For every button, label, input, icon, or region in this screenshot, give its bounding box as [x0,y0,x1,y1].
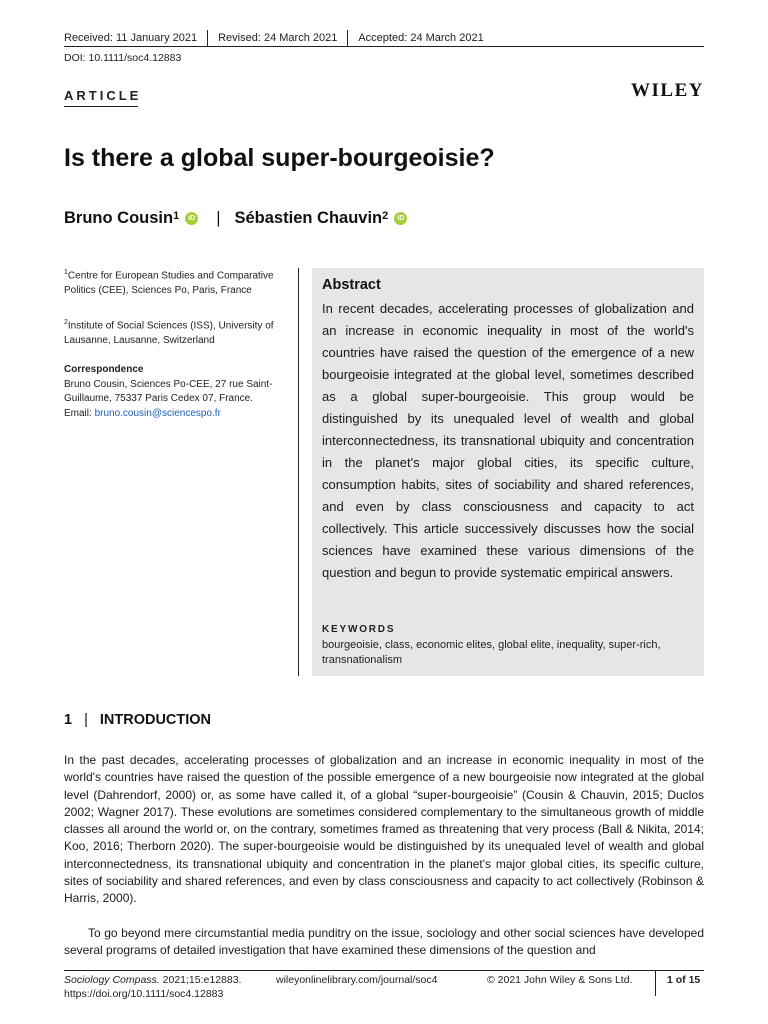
affiliation-text: Centre for European Studies and Comparative Politics (CEE), Sciences Po, Paris, France [64,270,274,296]
correspondence-address: Bruno Cousin, Sciences Po-CEE, 27 rue Saint-Guillaume, 75337 Paris Cedex 07, France. [64,378,273,404]
footer-journal-url[interactable]: wileyonlinelibrary.com/journal/soc4 [276,974,438,986]
abstract-box [312,268,704,676]
abstract-text: In recent decades, accelerating processes of globalization and an increase in economic inequality in most of the world's countries have raised the question of the emergence of a new bourgeoisie integrated at the global level, sometimes described as a global super-bourgeoisie. This group would be distinguished by its unequaled level of wealth and global interconnectedness, its transnational ubiquity and concentration in the planet's major global cities, its specific culture, consumption habits, sites of sociability and shared references, and even by class consciousness and capacity to act collectively. This article successively discusses how the social sciences have examined these various dimensions of the question and begun to provide systematic empirical answers. [322,301,694,580]
body-paragraph: To go beyond mere circumstantial media punditry on the issue, sociology and other social sciences have developed several programs of detailed investigation that have examined these dimensions of the question and [64,926,704,958]
affiliation [64,316,290,348]
footer-divider [655,970,656,996]
page-number: 1 of 15 [667,974,701,986]
footer-rule [64,970,704,971]
affiliation-text: Institute of Social Sciences (ISS), University of Lausanne, Lausanne, Switzerland [64,320,274,346]
header-rule [64,46,704,47]
date-divider [207,30,208,46]
affiliation-number: 1 [64,269,68,276]
section-title: INTRODUCTION [99,712,212,728]
author-separator: | [216,209,221,227]
manuscript-dates [64,30,484,46]
article-title: Is there a global super-bourgeoisie? [64,144,495,172]
accepted-date: Accepted: 24 March 2021 [358,32,484,44]
section-separator: | [84,712,88,728]
keywords-heading: KEYWORDS [322,624,396,635]
body-paragraph: In the past decades, accelerating processes of globalization and an increase in economic inequality in most of the world's countries have raised the question of the possible emergence of a new bourgeoisie now integrated at the global level (Dahrendorf, 2000) or, as some have called it, of a global “super-bourgeoisie” (Cousin & Chauvin, 2015; Duclos 2002; Wagner 2017). These evolutions are sometimes considered complementary to the simultaneous growth of middle classes all around the world or, on the contrary, sometimes framed as threatening that very process (Ball & Nikita, 2014; Koo, 2016; Therborn 2020). The super-bourgeoisie would be distinguished by its unequaled level of wealth and global interconnectedness, its transnational ubiquity and concentration in the planet's major global cities, its specific culture, sites of sociability and shared references, and even by class consciousness and capacity to act collectively (Robinson & Harris, 2000). [64,753,704,906]
email-label: Email: [64,407,92,419]
affiliation [64,266,290,298]
citation-info: 2021;15:e12883. [162,974,242,986]
article-type: ARTICLE [64,88,142,103]
footer-citation [64,974,241,986]
keywords-list: bourgeoisie, class, economic elites, global elite, inequality, super-rich, transnationalism [322,639,661,666]
correspondence-email-line [64,407,290,422]
article-type-underline [64,106,138,107]
orcid-icon[interactable]: iD [185,212,198,225]
abstract-heading: Abstract [322,277,381,293]
author-name: Bruno Cousin [64,209,174,227]
author-name: Sébastien Chauvin [234,209,383,227]
author-affiliation-marker: 2 [382,209,389,222]
footer-doi-link[interactable]: https://doi.org/10.1111/soc4.12883 [64,988,224,1000]
column-divider [298,268,299,676]
email-link[interactable]: bruno.cousin@sciencespo.fr [94,407,221,419]
footer-copyright: © 2021 John Wiley & Sons Ltd. [487,974,633,986]
revised-date: Revised: 24 March 2021 [218,32,338,44]
journal-name: Sociology Compass. [64,974,160,986]
publisher-logo: WILEY [631,80,704,101]
author-affiliation-marker: 1 [173,209,180,222]
affiliation-number: 2 [64,319,68,326]
author-list [64,209,407,228]
correspondence [64,363,290,421]
correspondence-heading: Correspondence [64,364,144,375]
date-divider [347,30,348,46]
received-date: Received: 11 January 2021 [64,32,198,44]
section-number: 1 [64,712,73,728]
orcid-icon[interactable]: iD [394,212,407,225]
section-heading [64,712,211,728]
doi: DOI: 10.1111/soc4.12883 [64,52,182,64]
